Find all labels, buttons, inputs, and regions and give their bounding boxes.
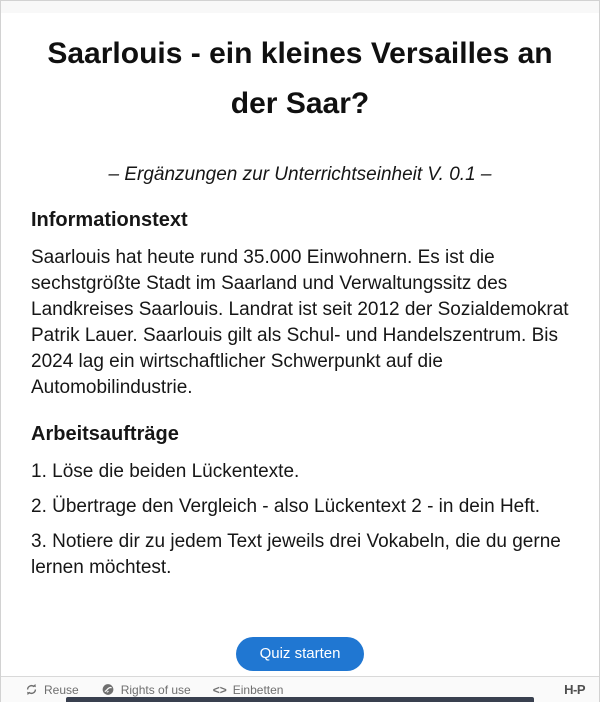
rights-of-use-icon [101, 683, 115, 696]
quiz-start-button[interactable]: Quiz starten [236, 637, 365, 671]
rights-of-use-button[interactable] [101, 683, 191, 697]
h5p-logo[interactable]: H-P [564, 682, 585, 697]
reuse-refresh-icon [25, 683, 38, 696]
page-top-margin [1, 1, 599, 13]
task-item-1: 1. Löse die beiden Lückentexte. [31, 461, 300, 482]
embed-button[interactable] [213, 683, 284, 697]
horizontal-scrollbar-thumb[interactable] [66, 697, 534, 702]
info-paragraph: Saarlouis hat heute rund 35.000 Einwohnern. Es ist die sechstgrößte Stadt im Saarland und Verwaltungssitz des Landkreises Saarlouis. Landrat ist seit 2012 der Sozialdemokrat Patrik Lauer. Saarlouis gilt als Schul- und Handelszentrum. Bis 2024 lag ein wirtschaftlicher Schwerpunkt auf die Automobilindustrie. [31, 247, 569, 398]
reuse-label: Reuse [44, 682, 79, 697]
embed-code-icon: <> [212, 682, 227, 697]
reuse-button[interactable] [25, 683, 79, 697]
lesson-content [31, 207, 569, 581]
footer-actions [25, 683, 283, 697]
rights-of-use-label: Rights of use [120, 682, 191, 697]
tasks-heading: Arbeitsaufträge [31, 423, 179, 445]
quiz-start-row [1, 637, 599, 671]
page-title: Saarlouis - ein kleines Versailles an der Saar? [47, 37, 553, 120]
task-item-3: 3. Notiere dir zu jedem Text jeweils drei Vokabeln, die du gerne lernen möchtest. [31, 531, 561, 578]
page-subtitle: – Ergänzungen zur Unterrichtseinheit V. 0.1 – [108, 164, 492, 185]
embed-label: Einbetten [232, 682, 284, 697]
info-heading: Informationstext [31, 209, 188, 231]
task-item-2: 2. Übertrage den Vergleich - also Lückentext 2 - in dein Heft. [31, 496, 541, 517]
